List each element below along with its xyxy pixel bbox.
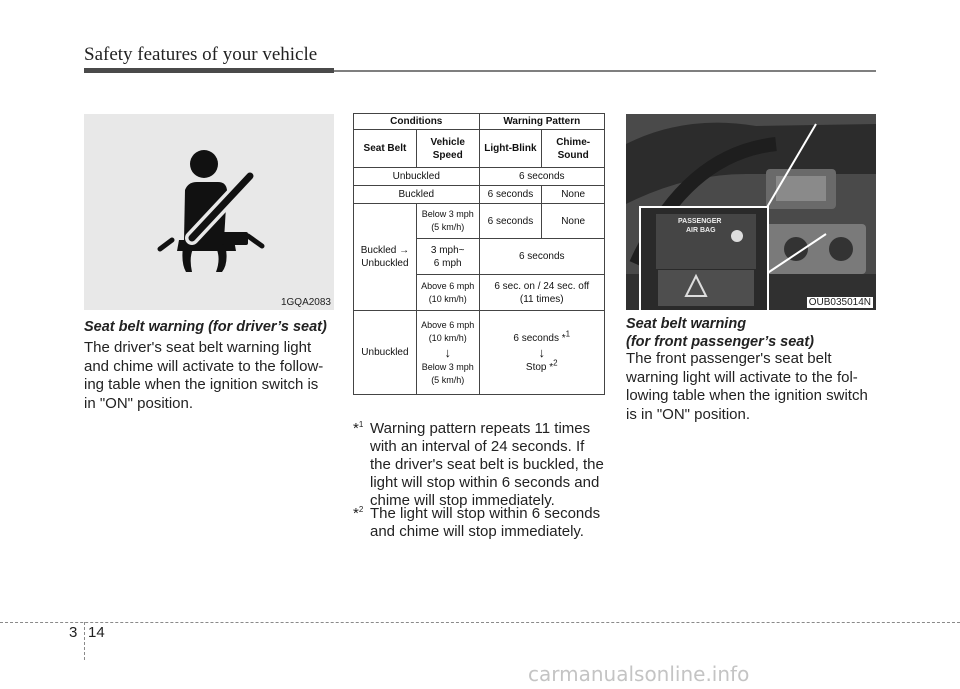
warning-pattern-table xyxy=(353,113,605,395)
figure-code: OUB035014N xyxy=(808,297,871,308)
warning-pattern-header: Warning Pattern xyxy=(479,114,604,130)
airbag-panel-label-1: PASSENGER xyxy=(678,218,722,225)
driver-seatbelt-body: The driver's seat belt warning light and chime will activate to the follow-ing table when the ignition switch is in "ON" position. xyxy=(84,339,324,412)
table-cell: Above 6 mph (10 km/h) ↓ Below 3 mph (5 km/h) xyxy=(416,311,479,395)
table-cell: None xyxy=(542,186,605,204)
seat-belt-header: Seat Belt xyxy=(354,130,417,168)
table-cell: 6 seconds *$^1$ ↓ Stop *$^2$ xyxy=(479,311,604,395)
chapter-number: 3 xyxy=(69,624,78,641)
conditions-header: Conditions xyxy=(354,114,480,130)
table-cell: 6 sec. on / 24 sec. off (11 times) xyxy=(479,275,604,311)
table-cell: Buckled xyxy=(354,186,480,204)
dashboard-illustration xyxy=(626,114,876,310)
footnote-2: *$^2$ The light will stop within 6 seconds and chime will stop immediately. xyxy=(353,505,601,540)
table-cell: Buckled → Unbuckled xyxy=(354,204,417,311)
table-cell: Unbuckled xyxy=(354,311,417,395)
table-cell: 6 seconds xyxy=(479,204,542,239)
table-cell: Above 6 mph (10 km/h) xyxy=(416,275,479,311)
passenger-seatbelt-body: The front passenger's seat belt warning light will activate to the fol-lowing table when the ignition switch is in "ON" position. xyxy=(626,350,868,423)
light-blink-header: Light-Blink xyxy=(479,130,542,168)
table-cell: Below 3 mph (5 km/h) xyxy=(416,204,479,239)
table-cell: 6 seconds xyxy=(479,239,604,275)
seatbelt-warning-figure xyxy=(84,114,334,310)
footer-divider xyxy=(84,622,85,660)
passenger-airbag-figure xyxy=(626,114,876,310)
down-arrow-icon: ↓ xyxy=(444,344,451,360)
vehicle-speed-header: Vehicle Speed xyxy=(416,130,479,168)
chime-sound-header: Chime- Sound xyxy=(542,130,605,168)
page-number: 14 xyxy=(88,624,105,641)
seatbelt-icon xyxy=(84,114,334,310)
figure-code: 1GQA2083 xyxy=(280,297,331,308)
table-cell: 6 seconds xyxy=(479,168,604,186)
table-cell: None xyxy=(542,204,605,239)
header-rule-accent xyxy=(84,68,334,73)
passenger-seatbelt-heading: Seat belt warning (for front passenger’s seat) xyxy=(626,316,815,350)
watermark: carmanualsonline.info xyxy=(528,662,750,686)
footer-rule xyxy=(0,622,960,623)
airbag-panel-label-2: AIR BAG xyxy=(686,227,716,234)
page-header-title: Safety features of your vehicle xyxy=(84,44,318,65)
driver-seatbelt-heading: Seat belt warning (for driver’s seat) xyxy=(84,319,327,335)
table-cell: 6 seconds xyxy=(479,186,542,204)
footnote-1: *$^1$ Warning pattern repeats 11 times with an interval of 24 seconds. If the driver's seat belt is buckled, the light will stop within 6 seconds and chime will stop immediately. xyxy=(353,420,604,509)
table-cell: Unbuckled xyxy=(354,168,480,186)
table-cell: 3 mph~ 6 mph xyxy=(416,239,479,275)
down-arrow-icon: ↓ xyxy=(538,344,546,360)
